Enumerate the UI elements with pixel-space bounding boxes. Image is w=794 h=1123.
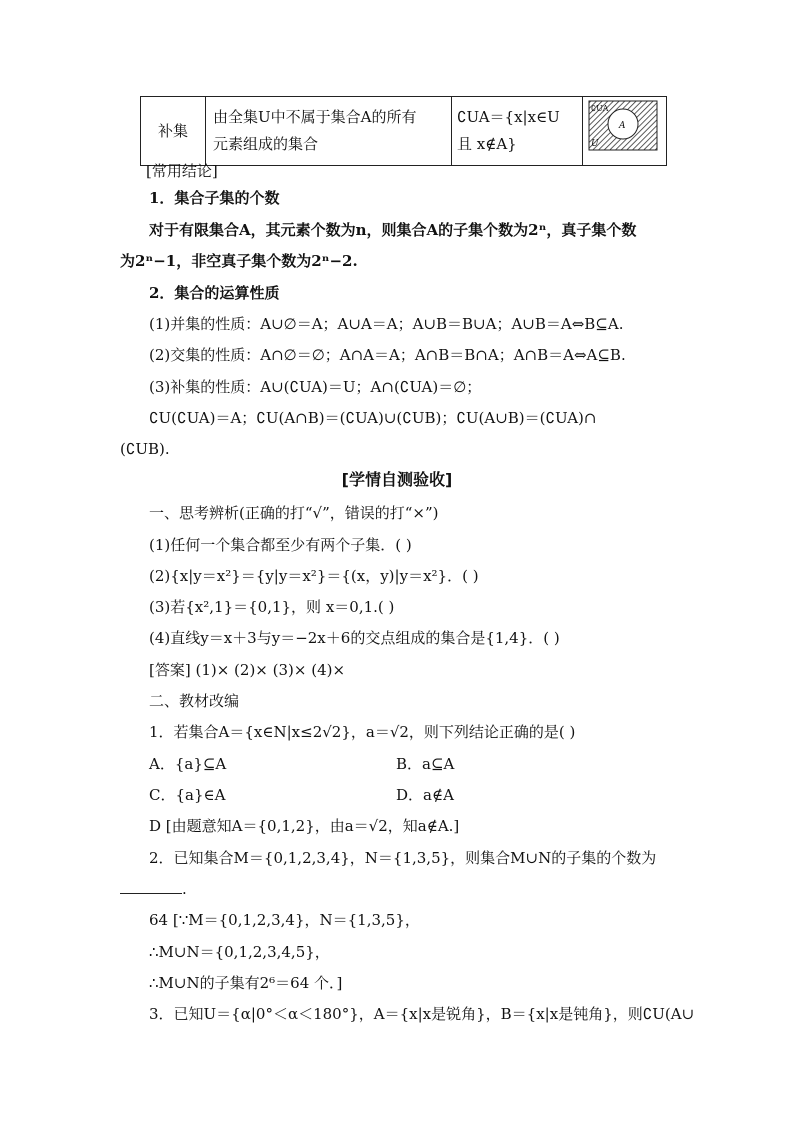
heading-subset-count: 1．集合子集的个数 [149,189,280,207]
table-row [141,97,667,166]
complement-properties: ∁U(∁UA)＝A；∁U(A∩B)＝(∁UA)∪(∁UB)；∁U(A∪B)＝(∁UA)∩ [149,409,597,427]
venn-label-cua: ∁UA [591,104,609,113]
exercise-1-solution: D [由题意知A＝{0,1,2}，由a＝√2，知a∉A.] [149,817,460,835]
option-a: A．{a}⊆A [149,755,227,773]
question-3: (3)若{x²,1}＝{0,1}，则 x＝0,1.( ) [149,598,395,616]
exercise-3-stem: 3．已知U＝{α|0°＜α＜180°}，A＝{x|x是锐角}，B＝{x|x是钝角}，则∁U(A∪ [149,1005,695,1023]
answer-blank-line [120,879,187,899]
option-d: D．a∉A [396,786,454,804]
notation-line: ∁UA＝{x|x∈U [457,108,560,126]
definition-line: 元素组成的集合 [213,135,319,153]
answer-blank [120,879,182,894]
blank-end: . [182,880,187,898]
venn-cell [583,97,667,166]
exercise-2-solution: ∴M∪N＝{0,1,2,3,4,5}， [149,943,330,961]
section-title: [学情自测验收] [341,470,453,489]
notation-cell [452,97,583,166]
exercise-2-stem: 2．已知集合M＝{0,1,2,3,4}，N＝{1,3,5}，则集合M∪N的子集的个数为 [149,849,657,867]
complement-definition-table [140,96,667,166]
complement-properties: (∁UB). [120,440,170,458]
part-title: 二、教材改编 [149,692,240,710]
definition-cell [206,97,452,166]
union-properties: (1)并集的性质：A∪∅＝A；A∪A＝A；A∪B＝B∪A；A∪B＝A⇔B⊆A. [149,315,624,333]
answers: [答案] (1)× (2)× (3)× (4)× [149,661,346,679]
venn-label-u: U [591,139,599,149]
intersection-properties: (2)交集的性质：A∩∅＝∅；A∩A＝A；A∩B＝B∩A；A∩B＝A⇔A⊆B. [149,346,626,364]
paragraph-line: 为2ⁿ−1，非空真子集个数为2ⁿ−2. [120,252,358,270]
option-c: C．{a}∈A [149,786,226,804]
definition-line: 由全集U中不属于集合A的所有 [213,108,417,126]
paragraph-line: 对于有限集合A，其元素个数为n，则集合A的子集个数为2ⁿ，真子集个数 [149,221,637,239]
exercise-2-solution: 64 [∵M＝{0,1,2,3,4}，N＝{1,3,5}， [149,911,420,929]
conclusions-header: [常用结论] [146,162,218,180]
question-1: (1)任何一个集合都至少有两个子集．( ) [149,536,412,554]
option-b: B．a⊆A [396,755,455,773]
heading-set-operations: 2．集合的运算性质 [149,284,280,302]
complement-properties: (3)补集的性质：A∪(∁UA)＝U；A∩(∁UA)＝∅； [149,378,482,396]
term-cell: 补集 [141,97,206,166]
venn-label-a: A [619,121,626,131]
question-4: (4)直线y＝x＋3与y＝−2x＋6的交点组成的集合是{1,4}．( ) [149,629,560,647]
venn-diagram-icon [583,97,666,156]
exercise-1-stem: 1．若集合A＝{x∈N|x≤2√2}，a＝√2，则下列结论正确的是( ) [149,723,576,741]
notation-line: 且 x∉A} [457,135,517,153]
question-2: (2){x|y＝x²}＝{y|y＝x²}＝{(x，y)|y＝x²}．( ) [149,567,479,585]
part-title: 一、思考辨析(正确的打“√”，错误的打“×”) [149,504,439,522]
exercise-2-solution: ∴M∪N的子集有2⁶＝64 个．] [149,974,343,992]
